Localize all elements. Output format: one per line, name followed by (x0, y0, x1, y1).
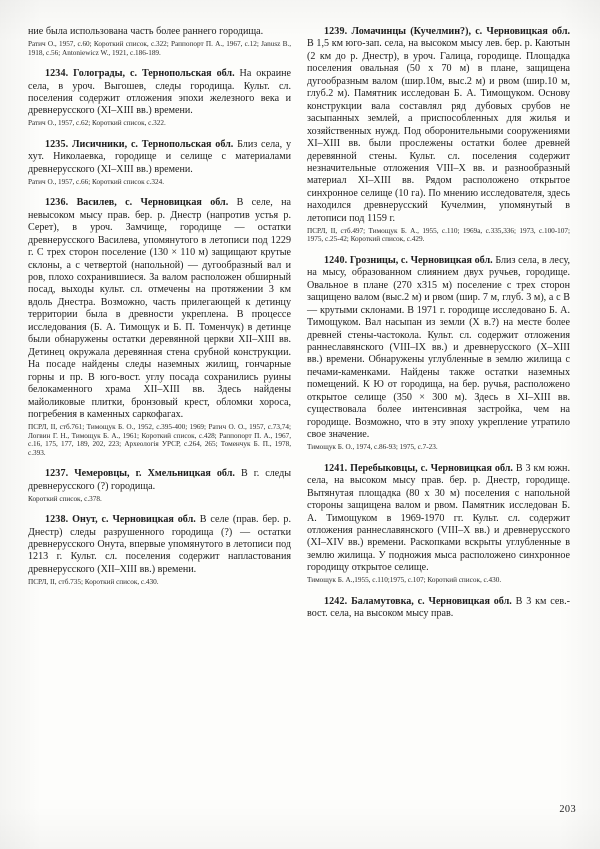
catalogue-entry-1242 (307, 596, 570, 621)
entry-site-name: Грозницы, с. (349, 254, 408, 266)
entry-body (28, 468, 291, 493)
entry-site-name: Ломачинцы (Кучелмин?), с. (351, 26, 483, 37)
entry-number: 1239. (324, 26, 348, 37)
entry-references: ПСРЛ, II, стб.735; Короткий список, с.430. (28, 577, 159, 586)
entry-region: Черновицкая обл. (112, 514, 196, 526)
continuation-paragraph (28, 26, 291, 57)
right-column (307, 26, 570, 849)
entry-site-name: Баламутовка, с. (351, 595, 425, 607)
entry-region: Черновицкая обл. (410, 254, 493, 266)
entry-references: ПСРЛ, II, стб.497; Тимощук Б. А., 1955, с.110; 1969а, с.335,336; 1973, с.100-107; 1975, с.25-42; Короткий список, с.429. (307, 226, 570, 244)
catalogue-entry-1240 (307, 255, 570, 452)
entry-body (307, 255, 570, 442)
entry-body (28, 139, 291, 176)
entry-site-name: Перебыковцы, с. (350, 462, 428, 474)
entry-description: В селе, на невысоком мысу прав. бер. р. Днестр (напротив устья р. Серет), в уроч. Замчище, городище — остатки древнерусского Василева, упомянутого в летописи под 1229 г. С трех сторон поселение (130 × 110 м) защищают крутые склоны, а с четвертой (напольной) — дугообразный вал и ров, плохо сохранившиеся. За валом расположен обширный посад, выходы культ. сл. отмечены на протяжении 3 км вдоль Днестра. Возможно, часть прилегающей к детинцу территории была в древности укреплена. В процессе исследования (Б. А. Тимощук и Б. П. Томенчук) в детинце были обнаружены остатки деревянной церкви XII–XIII вв. Детинец окружала деревянная стена срубной конструкции. На посаде найдены следы наземных жилищ, гончарные горны и пр. В юго-вост. углу посада сохранились руины белокаменного храма XII–XIII вв. Здесь найдены майоликовые плитки, бронзовый крест, обломки хороса, погребения в каменных саркофагах. (28, 197, 292, 421)
catalogue-entry-1234 (28, 68, 291, 128)
entry-number: 1241. (324, 462, 348, 474)
catalogue-entry-1238 (28, 514, 291, 586)
entry-region: Черновицкая обл. (428, 595, 512, 607)
entry-description: Близ села, у хут. Николаевка, городище и селище с материалами древнерусского (XI–XIII вв.) времени. (28, 138, 292, 175)
catalogue-entry-1241 (307, 463, 570, 585)
entry-references: ПСРЛ, II, стб.761; Тимощук Б. О., 1952, с.395-400; 1969; Ратич О. О., 1957, с.73,74; Логвин Г. Н., Тимощук Б. А., 1961; Короткий список, с.428; Раппопорт П. А., 1967, с.16, 175, 177, 189, 202, 223; Археологiя УРСР, с.264, 265; Томенчук Б. П., 1978, с.393. (28, 422, 291, 457)
entry-region: Черновицкая обл. (140, 197, 229, 209)
entry-body (28, 514, 291, 576)
entry-description: В 3 км южн. села, на высоком мысу прав. бер. р. Днестр, городище. Вытянутая площадка (80 х 30 м) поселения с напольной стороны защищена валом и рвом. Памятник исследован Б. А. Тимощуком в 1969-1970 гг. Культ. сл. содержит отложения раннеславянского (VIII–X вв.) и древнерусского (XI–XIV вв.) времени. Раскопками вскрыты углубленные в землю жилища. У подножия мыса расположено синхронное городищу открытое селище. (307, 462, 570, 574)
entry-body (28, 68, 291, 118)
catalogue-entry-1236 (28, 197, 291, 457)
continuation-text: ние была использована часть более раннего городища. (28, 26, 264, 37)
entry-references: Ратич О., 1957, с.62; Короткий список, с.322. (28, 119, 166, 128)
entry-description: Близ села, в лесу, на мысу, образованном слиянием двух ручьев, городище. Овальное в плане (270 х315 м) поселение с трех сторон защищено валом (выс.2 м) и рвом (шир. 7 м, глуб. 3 м), а с В — крутыми склонами. В 1971 г. городище исследовано Б. А. Тимощуком. Вал насыпан из земли (X в.?) на месте более древней стены-частокола. Культ. сл. содержит отложения раннеславянского (VIII–IX вв.) и древнерусского (X–XIII вв.) времени. Обнаружены углубленные в землю жилища с печами-каменками. Найдены также остатки наземных помещений. К Ю от городища, на бер. ручья, расположено открытое селище (350 × 300 м). Здесь в XI–XIII вв. существовала более интенсивная застройка, чем на городище. Возможно, что в эту эпоху укрепление утратило свое значение. (307, 254, 571, 441)
entry-body (307, 596, 570, 621)
entry-region: Тернопольская обл. (141, 138, 234, 150)
entry-description: В селе (прав. бер. р. Днестр) следы разрушенного городища (?) — остатки древнерусского Онута, впервые упомянутого в летописи под 1213 г. Культ. сл. поселения содержит напластования древнерусского (XII–XIII вв.) времени. (28, 514, 291, 575)
entry-description: В 3 км сев.-вост. села, на высоком мысу прав. (307, 595, 571, 620)
entry-references: Тимощук Б. О., 1974, с.86-93; 1975, с.7-23. (307, 443, 438, 452)
entry-site-name: Василев, с. (76, 197, 133, 209)
left-column (28, 26, 291, 849)
entry-references: Короткий список, с.378. (28, 494, 102, 503)
entry-site-name: Онут, с. (72, 514, 109, 526)
entry-description: На окраине села, в уроч. Выгошев, следы городища. Культ. сл. поселения содержит отложения эпохи железного века и древнерусского (XI–XIII вв.) времени. (28, 68, 292, 117)
entry-region: Черновицкая обл. (486, 26, 571, 37)
entry-number: 1242. (324, 595, 348, 607)
entry-body (28, 197, 291, 421)
continuation-references: Ратич О., 1957, с.60; Короткий список, с.322; Раппопорт П. А., 1967, с.12; Janusz B., 1918, с.56; Antoniewicz W., 1921, с.186-189. (28, 39, 291, 57)
entry-references: Ратич О., 1957, с.66; Короткий список с.324. (28, 177, 164, 186)
catalogue-entry-1237 (28, 468, 291, 503)
catalogue-entry-1239 (307, 26, 570, 244)
entry-body (307, 463, 570, 575)
entry-number: 1235. (45, 138, 69, 150)
page-number: 203 (559, 804, 576, 815)
entry-region: Тернопольская обл. (141, 68, 235, 80)
entry-site-name: Чемеровцы, г. (74, 468, 142, 480)
entry-site-name: Лисичники, с. (72, 138, 138, 150)
entry-number: 1236. (45, 197, 69, 209)
entry-number: 1234. (45, 68, 69, 80)
entry-body (307, 26, 570, 225)
entry-description: В 1,5 км юго-зап. села, на высоком мысу лев. бер. р. Каютын (2 км до р. Днестр), в уроч. Галица, городище. Площадка поселения овальная (50 х 70 м) в плане, защищена дугообразным валом (шир.10м, выс.2 м) и рвом (шир.10 м, глуб.2 м). Памятник исследован Б. А. Тимощуком. Основу конструкции вала составлял ряд дубовых срубов не засыпанных землей, а приспособленных для жилья и хозяйственных нужд. Под оборонительными сооружениями XI–XIII вв. были прослежены остатки более древней деревянной стены. Культ. сл. поселения содержит незначительные отложения VIII–X вв. и разнообразный материал XI–XIII вв. Рядом расположено открытое синхронное селище (10 га). По мнению исследователя, здесь находился древнерусский Кучелмин, упомянутый в летописи под 1159 г. (307, 38, 570, 224)
entry-description: В г. следы древнерусского (?) городища. (28, 468, 292, 492)
entry-site-name: Голограды, с. (73, 68, 138, 80)
entry-region: Хмельницкая обл. (147, 468, 235, 480)
two-column-layout (0, 26, 600, 849)
entry-number: 1238. (45, 514, 69, 526)
entry-region: Черновицкая обл. (430, 462, 513, 474)
catalogue-entry-1235 (28, 139, 291, 186)
entry-number: 1237. (45, 468, 69, 480)
entry-number: 1240. (324, 254, 348, 266)
entry-references: Тимощук Б. А.,1955, с.110;1975, с.107; Короткий список, с.430. (307, 576, 502, 585)
